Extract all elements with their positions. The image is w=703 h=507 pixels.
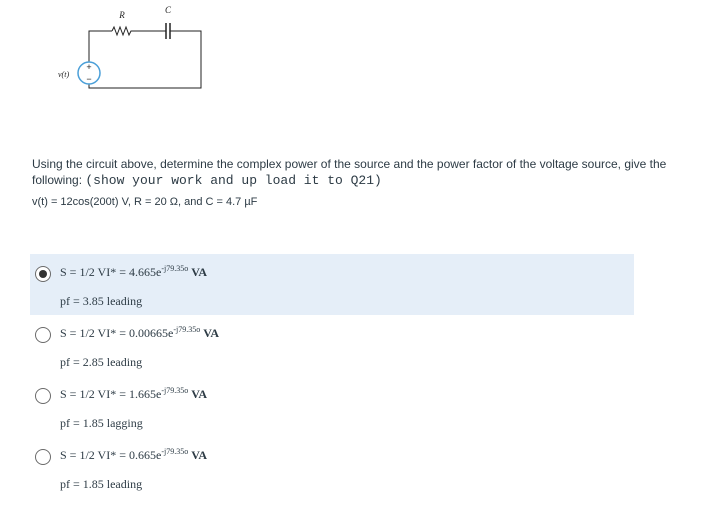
radio-button[interactable] <box>35 327 51 343</box>
question-text <box>32 156 672 189</box>
option-pf: pf = 1.85 lagging <box>60 416 143 430</box>
resistor-symbol <box>112 27 160 35</box>
radio-button[interactable] <box>35 266 51 282</box>
radio-button[interactable] <box>35 388 51 404</box>
question-instruction: (show your work and up load it to Q21) <box>85 173 382 188</box>
question-body: Using the circuit above, determine the complex power of the source and the power factor of the voltage source, give the following: <box>32 157 667 187</box>
option-pf: pf = 3.85 leading <box>60 294 143 308</box>
option-formula: S = 1/2 $VI* = 1.665e^{-j79.35o}$ VA <box>60 386 208 401</box>
option-formula: S = 1/2 $VI* = 0.00665e^{-j79.35o}$ VA <box>60 325 220 340</box>
label-r: R <box>119 10 125 20</box>
option-pf: pf = 2.85 leading <box>60 355 143 369</box>
option-formula: S = 1/2 $VI* = 4.665e^{-j79.35o}$ VA <box>60 264 208 279</box>
label-vt: v(t) <box>58 70 70 79</box>
option-pf: pf = 1.85 leading <box>60 477 143 491</box>
minus-sign: − <box>86 74 92 84</box>
option-formula: S = 1/2 $VI* = 0.665e^{-j79.35o}$ VA <box>60 447 208 462</box>
answer-option-3[interactable] <box>30 376 634 437</box>
answer-option-4[interactable] <box>30 437 634 498</box>
label-c: C <box>164 5 172 15</box>
answer-option-1[interactable] <box>30 254 634 315</box>
answer-option-2[interactable] <box>30 315 634 376</box>
plus-sign: + <box>86 62 92 72</box>
circuit-diagram <box>0 0 220 105</box>
radio-button[interactable] <box>35 449 51 465</box>
given-values: v(t) = 12cos(200t) V, R = 20 Ω, and C = 4.7 µF <box>32 196 258 208</box>
answer-list <box>30 254 634 498</box>
